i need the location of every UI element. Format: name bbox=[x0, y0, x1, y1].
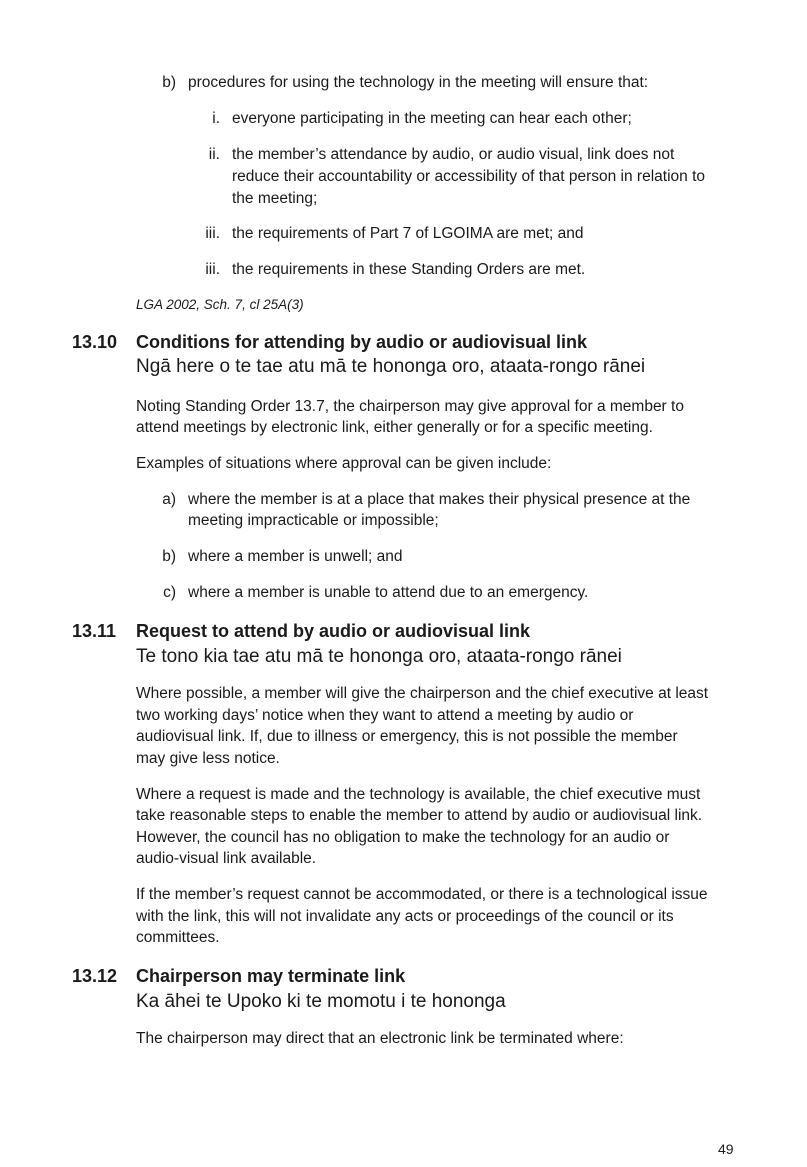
paragraph-line: with the link, this will not invalidate any acts or proceedings of the council or its bbox=[136, 908, 674, 925]
subitem-label-iii: iii. bbox=[205, 225, 220, 242]
paragraph-line: two working days’ notice when they want to attend a meeting by audio or bbox=[136, 707, 634, 724]
section-title: Request to attend by audio or audiovisual link bbox=[136, 621, 531, 641]
subitem-ii-line: reduce their accountability or accessibility of that person in relation to bbox=[232, 168, 705, 185]
list-item-line: where the member is at a place that makes their physical presence at the bbox=[188, 491, 691, 508]
paragraph-line: Where a request is made and the technology is available, the chief executive must bbox=[136, 786, 701, 803]
paragraph-line: may give less notice. bbox=[136, 750, 280, 767]
section-number: 13.12 bbox=[72, 966, 118, 986]
list-label-b: b) bbox=[162, 548, 176, 565]
paragraph-line: take reasonable steps to enable the member to attend by audio or audiovisual link. bbox=[136, 807, 703, 824]
paragraph-line: Examples of situations where approval can be given include: bbox=[136, 455, 552, 472]
subitem-label-i: i. bbox=[212, 110, 220, 127]
paragraph-line: However, the council has no obligation to make the technology for an audio or bbox=[136, 829, 670, 846]
paragraph-line: The chairperson may direct that an electronic link be terminated where: bbox=[136, 1030, 624, 1047]
section-subtitle: Te tono kia tae atu mā te hononga oro, ataata-rongo rānei bbox=[136, 646, 622, 667]
paragraph-line: Noting Standing Order 13.7, the chairperson may give approval for a member to bbox=[136, 398, 684, 415]
subitem-ii-line: the member’s attendance by audio, or audio visual, link does not bbox=[232, 146, 675, 163]
section-title: Chairperson may terminate link bbox=[136, 966, 406, 986]
section-number: 13.11 bbox=[72, 621, 117, 641]
paragraph-line: committees. bbox=[136, 929, 220, 946]
paragraph-line: audiovisual link. If, due to illness or emergency, this is not possible the member bbox=[136, 728, 678, 745]
subitem-iii-line: the requirements of Part 7 of LGOIMA are met; and bbox=[232, 225, 584, 242]
subitem-iii-b-line: the requirements in these Standing Orders are met. bbox=[232, 261, 586, 278]
list-label-a: a) bbox=[162, 491, 176, 508]
subitem-i-line: everyone participating in the meeting can hear each other; bbox=[232, 110, 632, 127]
paragraph-line: attend meetings by electronic link, either generally or for a specific meeting. bbox=[136, 419, 653, 436]
list-label-b: b) bbox=[162, 74, 176, 91]
subitem-label-ii: ii. bbox=[208, 146, 220, 163]
section-title: Conditions for attending by audio or audiovisual link bbox=[136, 332, 588, 352]
subitem-label-iii-b: iii. bbox=[205, 261, 220, 278]
section-number: 13.10 bbox=[72, 332, 118, 352]
list-item-line: meeting impracticable or impossible; bbox=[188, 512, 439, 529]
list-item-line: where a member is unwell; and bbox=[188, 548, 403, 565]
list-label-c: c) bbox=[163, 584, 176, 601]
page-number: 49 bbox=[718, 1141, 734, 1157]
list-item-line: where a member is unable to attend due to an emergency. bbox=[188, 584, 589, 601]
legal-citation: LGA 2002, Sch. 7, cl 25A(3) bbox=[136, 297, 304, 312]
paragraph-line: If the member’s request cannot be accommodated, or there is a technological issue bbox=[136, 886, 708, 903]
list-item-b-text: procedures for using the technology in the meeting will ensure that: bbox=[188, 74, 649, 91]
paragraph-line: audio-visual link available. bbox=[136, 850, 317, 867]
section-subtitle: Ka āhei te Upoko ki te momotu i te hononga bbox=[136, 991, 506, 1012]
paragraph-line: Where possible, a member will give the chairperson and the chief executive at least bbox=[136, 685, 709, 702]
subitem-ii-line: the meeting; bbox=[232, 190, 318, 207]
section-subtitle: Ngā here o te tae atu mā te hononga oro, ataata-rongo rānei bbox=[136, 356, 646, 377]
